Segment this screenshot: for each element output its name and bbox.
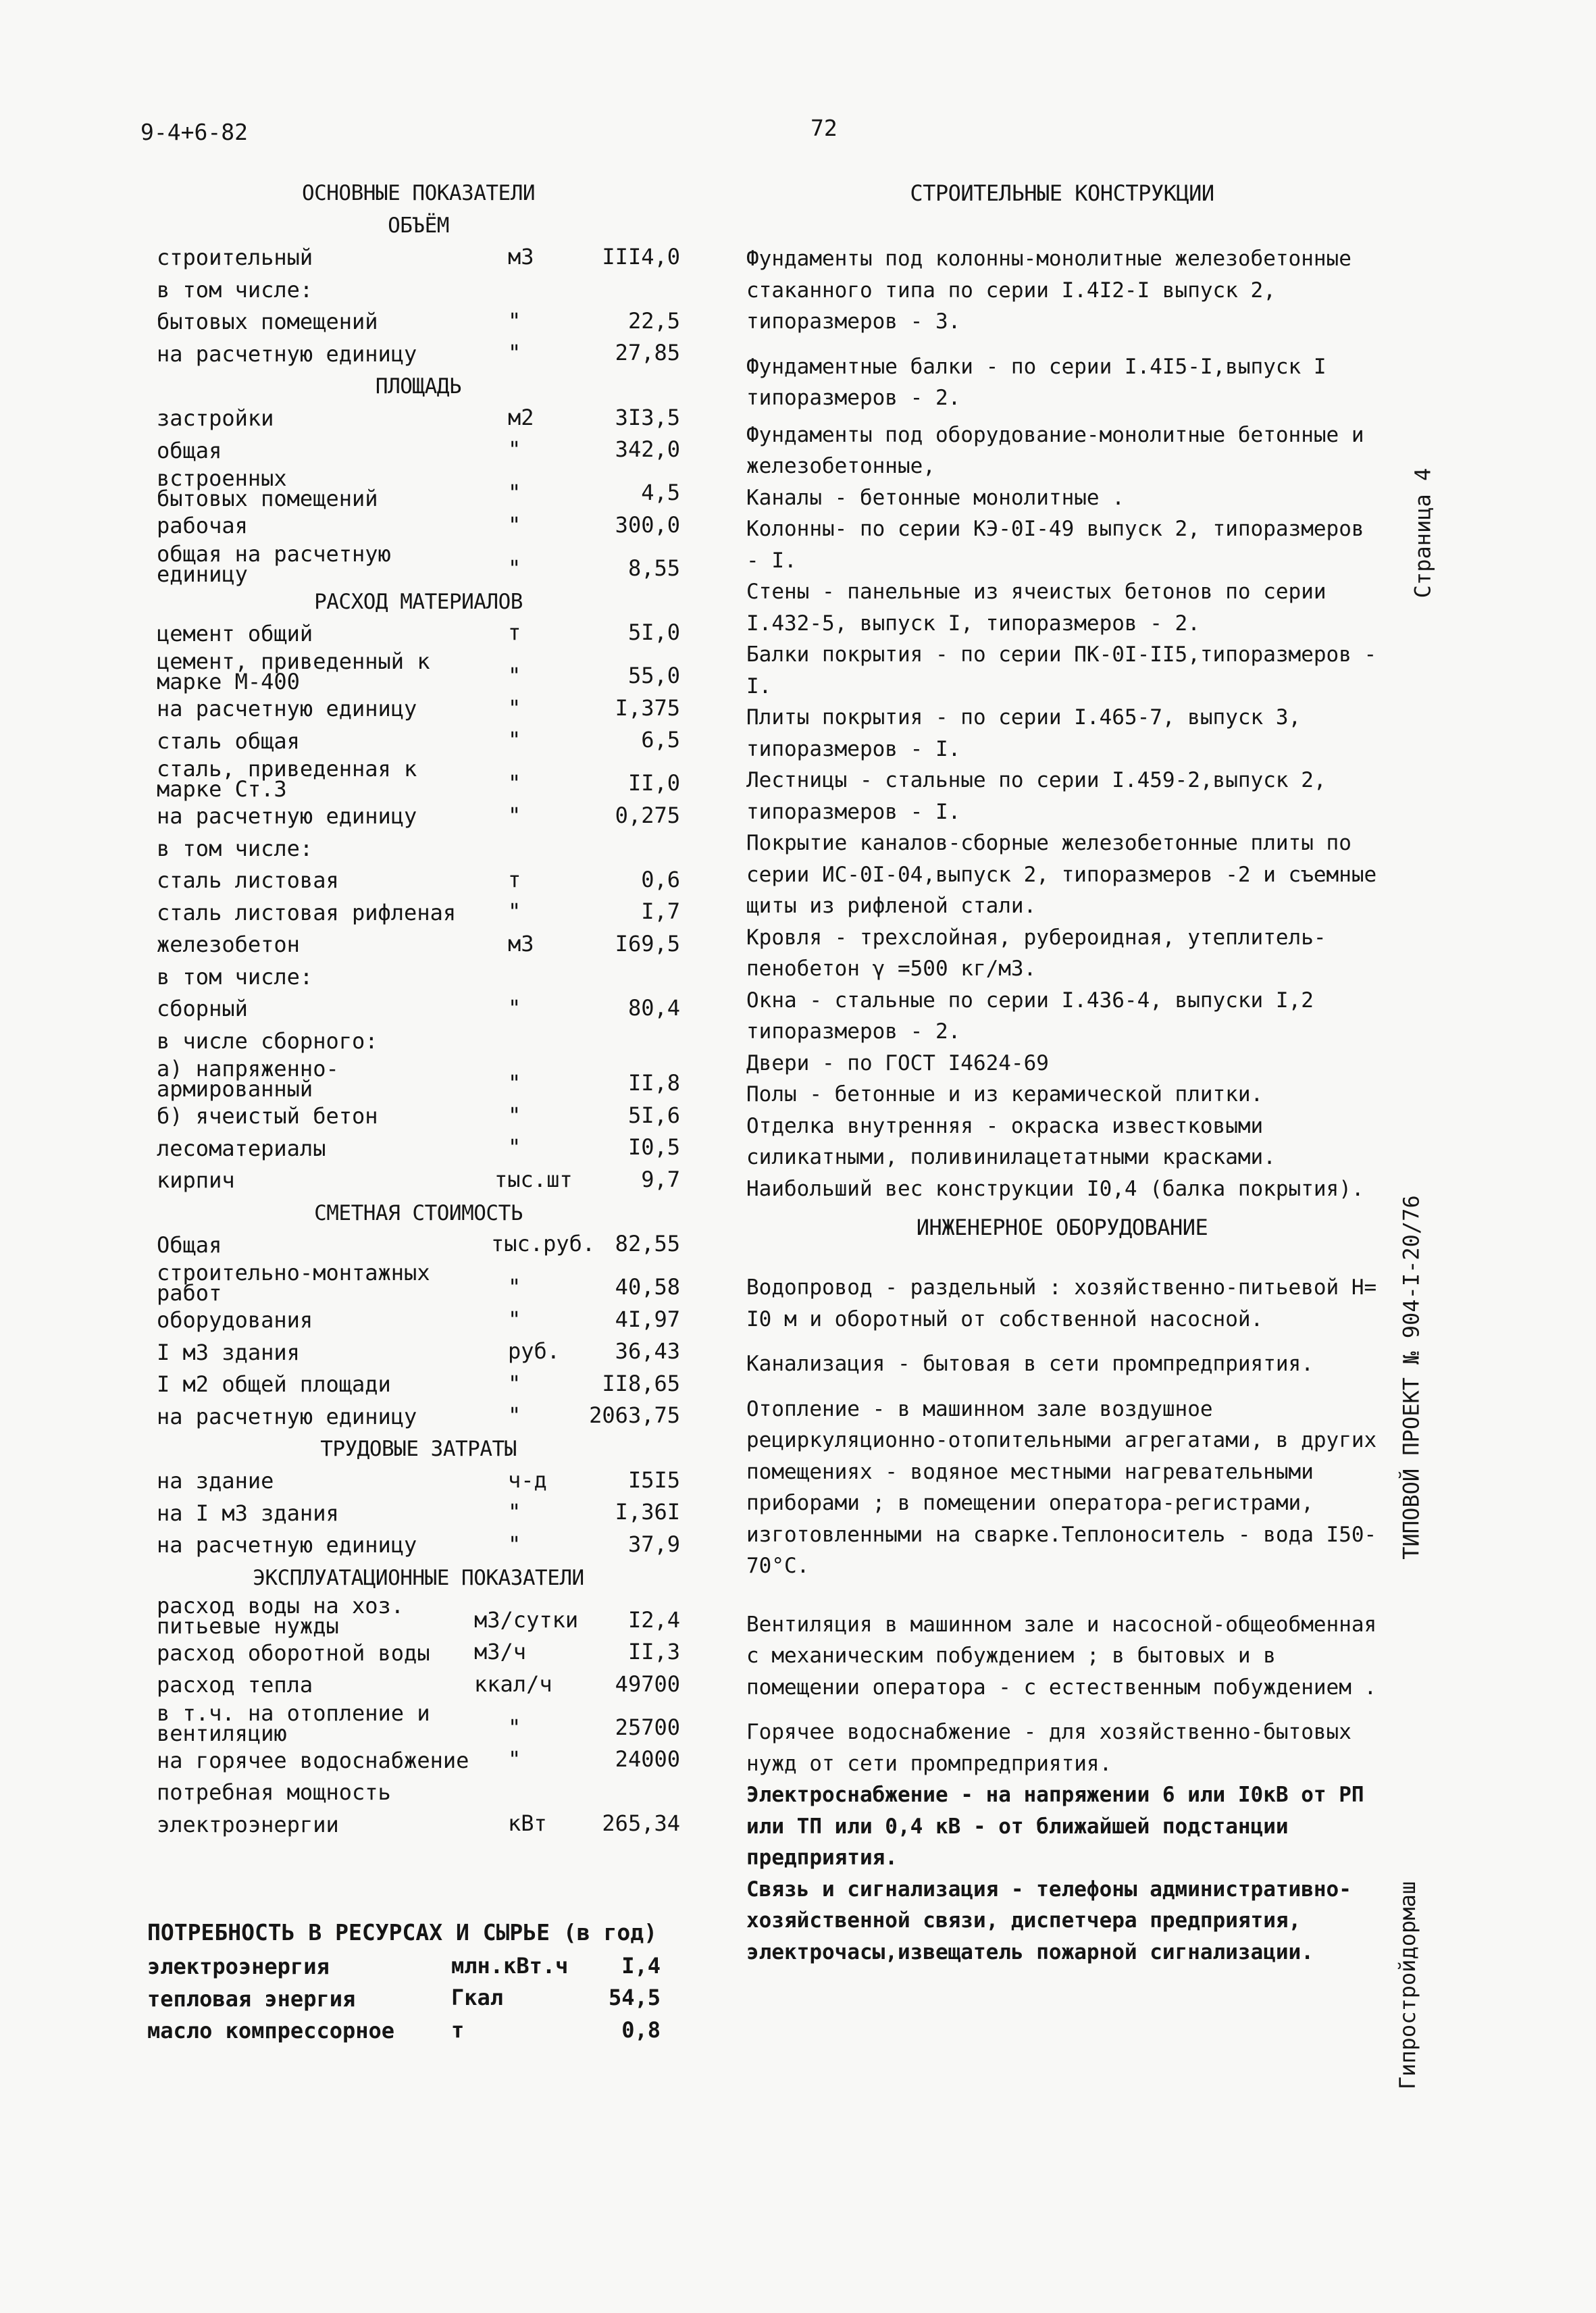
- row-unit: ": [508, 663, 521, 688]
- row-label: встроенных бытовых помещений: [157, 465, 378, 511]
- cost-list: [157, 1229, 680, 1433]
- row-label: тепловая энергия: [147, 1985, 356, 2012]
- row-label: на расчетную единицу: [157, 1532, 417, 1558]
- paragraph-heating: Отопление - в машинном зале воздушное рециркуляционно-отопительными агрегатами, в других помещениях - водяное местными нагревательными приборами ; в помещении оператора-регистрами, изготовленными на сварке.Теплоноситель - вода I50-70°С.: [746, 1396, 1377, 1578]
- paragraph-foundations: Фундаменты под колонны-монолитные железобетонные стаканного типа по серии I.4I2-I выпуск 2, типоразмеров - 3.: [746, 247, 1352, 334]
- paragraph-water-supply: Водопровод - раздельный : хозяйственно-питьевой Н= I0 м и оборотный от собственной насосной.: [746, 1275, 1377, 1331]
- row-label: I м2 общей площади: [157, 1371, 391, 1397]
- main-indicators-title: ОСНОВНЫЕ ПОКАЗАТЕЛИ: [301, 181, 536, 205]
- row-value: I,375: [615, 694, 680, 721]
- paragraph-communications: Связь и сигнализация - телефоны административно-хозяйственной связи, диспетчера предприятия, электрочасы,извещатель пожарной сигнализации.: [746, 1877, 1352, 1964]
- row-value: II,8: [627, 1070, 680, 1096]
- row-unit: ккал/ч: [474, 1671, 552, 1697]
- row-value: I2,4: [627, 1606, 680, 1633]
- main-indicators-column: [157, 177, 680, 1841]
- row-value: 8,55: [627, 555, 680, 581]
- row-value: I,4: [621, 1952, 661, 1979]
- row-label: б) ячеистый бетон: [157, 1103, 378, 1129]
- row-value: 9,7: [641, 1166, 680, 1192]
- paragraph-windows: Окна - стальные по серии I.436-4, выпуски I,2 типоразмеров - 2.: [746, 988, 1314, 1044]
- row-label: цемент общий: [157, 620, 313, 646]
- row-label: I м3 здания: [157, 1339, 300, 1365]
- row-unit: ": [508, 1402, 521, 1428]
- paragraph-foundation-beams: Фундаментные балки - по серии I.4I5-I,выпуск I типоразмеров - 2.: [746, 354, 1327, 410]
- row-label: железобетон: [157, 932, 300, 957]
- row-unit: ": [508, 555, 521, 581]
- row-value: 40,58: [615, 1274, 680, 1300]
- row-label: рабочая: [157, 513, 248, 538]
- paragraph-roof-beams: Балки покрытия - по серии ПК-0I-II5,типоразмеров - I.: [746, 642, 1377, 698]
- operation-list: [157, 1594, 680, 1841]
- paragraph-columns: Колонны- по серии КЭ-0I-49 выпуск 2, типоразмеров - I.: [746, 517, 1364, 573]
- row-value: 5I,0: [627, 619, 680, 645]
- document-code: 9-4+6-82: [140, 119, 248, 145]
- row-unit: ": [508, 1499, 521, 1525]
- row-value: 2063,75: [589, 1402, 680, 1428]
- row-unit: м2: [508, 404, 534, 430]
- row-value: 25700: [615, 1714, 680, 1740]
- row-value: 4I,97: [615, 1306, 680, 1332]
- row-label: лесоматериалы: [157, 1135, 326, 1161]
- row-value: 0,6: [641, 866, 680, 892]
- row-unit: кВт: [508, 1810, 547, 1836]
- row-unit: руб.: [508, 1338, 561, 1364]
- row-value: 24000: [615, 1746, 680, 1772]
- row-unit: ": [508, 307, 521, 334]
- row-unit: ": [508, 1746, 521, 1772]
- paragraph-sewerage: Канализация - бытовая в сети промпредприятия.: [746, 1352, 1314, 1376]
- row-label: сталь листовая рифленая: [157, 899, 457, 925]
- paragraph-stairs: Лестницы - стальные по серии I.459-2,выпуск 2, типоразмеров - I.: [746, 768, 1327, 824]
- row-value: 27,85: [615, 340, 680, 365]
- paragraph-power-supply: Электроснабжение - на напряжении 6 или I0кВ от РП или ТП или 0,4 кВ - от ближайшей подстанции предприятия.: [746, 1783, 1364, 1870]
- section-operation-title: ЭКСПЛУАТАЦИОННЫЕ ПОКАЗАТЕЛИ: [253, 1565, 584, 1590]
- row-label: на горячее водоснабжение: [157, 1747, 469, 1773]
- row-value: 22,5: [627, 307, 680, 334]
- materials-list: [157, 618, 680, 1197]
- row-unit: ": [508, 898, 521, 924]
- row-label: расход воды на хоз. питьевые нужды: [157, 1592, 405, 1639]
- row-label: в том числе:: [157, 835, 313, 861]
- row-label: бытовых помещений: [157, 309, 378, 334]
- row-unit: ": [508, 1102, 521, 1128]
- row-unit: ": [508, 994, 521, 1021]
- side-organization-label: Гипростройдормаш: [1395, 1881, 1421, 2090]
- paragraph-roof-slabs: Плиты покрытия - по серии I.465-7, выпуск 3, типоразмеров - I.: [746, 705, 1302, 761]
- row-label: потребная мощность: [157, 1779, 391, 1805]
- row-value: 3I3,5: [615, 404, 680, 430]
- row-unit: ": [508, 340, 521, 365]
- structures-title: СТРОИТЕЛЬНЫЕ КОНСТРУКЦИИ: [910, 180, 1214, 206]
- row-value: II,3: [627, 1639, 680, 1664]
- row-unit: ": [508, 1070, 521, 1096]
- row-label: расход оборотной воды: [157, 1640, 430, 1666]
- row-value: 6,5: [641, 727, 680, 753]
- row-value: I69,5: [615, 930, 680, 957]
- row-unit: ": [508, 1306, 521, 1332]
- row-label: цемент, приведенный к марке М-400: [157, 649, 430, 694]
- paragraph-walls: Стены - панельные из ячеистых бетонов по серии I.432-5, выпуск I, типоразмеров - 2.: [746, 580, 1327, 636]
- row-unit: ": [508, 1274, 521, 1300]
- row-unit: ": [508, 1370, 521, 1396]
- volume-list: [157, 242, 680, 370]
- side-page-label: Страница 4: [1410, 467, 1436, 599]
- row-unit: м3: [508, 243, 534, 270]
- row-value: 55,0: [627, 663, 680, 688]
- row-value: I,36I: [615, 1499, 680, 1525]
- row-label: общая на расчетную единицу: [157, 540, 391, 587]
- row-value: 0,8: [621, 2016, 661, 2043]
- row-value: II,0: [627, 770, 680, 796]
- row-unit: т: [451, 2016, 465, 2043]
- row-value: 5I,6: [627, 1102, 680, 1128]
- row-value: 0,275: [615, 802, 680, 828]
- row-unit: ": [508, 436, 521, 462]
- row-label: а) напряженно-армированный: [157, 1056, 339, 1102]
- row-unit: ": [508, 802, 521, 828]
- paragraph-max-weight: Наибольший вес конструкции I0,4 (балка покрытия).: [746, 1176, 1364, 1201]
- paragraph-finishing: Отделка внутренняя - окраска известковыми силикатными, поливинилацетатными красками.: [746, 1113, 1276, 1169]
- row-unit: ": [508, 511, 521, 538]
- row-label: на расчетную единицу: [157, 1403, 417, 1429]
- area-list: [157, 403, 680, 586]
- row-value: 300,0: [615, 511, 680, 538]
- section-volume-title: ОБЪЁМ: [388, 213, 449, 238]
- row-unit: м3/ч: [474, 1639, 527, 1664]
- row-unit: т: [508, 619, 521, 645]
- row-unit: ч-д: [508, 1467, 547, 1493]
- row-label: в т.ч. на отопление и вентиляцию: [157, 1700, 430, 1746]
- resources-title: ПОТРЕБНОСТЬ В РЕСУРСАХ И СЫРЬЕ (в год): [147, 1919, 657, 1946]
- row-label: на I м3 здания: [157, 1500, 339, 1526]
- section-area-title: ПЛОЩАДЬ: [375, 374, 462, 399]
- structures-column: [746, 177, 1378, 1968]
- row-unit: ": [508, 1714, 521, 1740]
- row-unit: т: [508, 866, 521, 892]
- row-unit: ": [508, 1134, 521, 1160]
- row-label: на расчетную единицу: [157, 696, 417, 721]
- section-labor-title: ТРУДОВЫЕ ЗАТРАТЫ: [320, 1437, 517, 1461]
- row-label: строительно-монтажных работ: [157, 1260, 430, 1306]
- row-label: сталь листовая: [157, 867, 339, 893]
- paragraph-roofing: Кровля - трехслойная, рубероидная, утеплитель-пенобетон γ =500 кг/м3.: [746, 925, 1327, 981]
- row-label: расход тепла: [157, 1672, 313, 1698]
- paragraph-channels: Каналы - бетонные монолитные .: [746, 485, 1125, 510]
- row-value: I,7: [641, 898, 680, 924]
- row-label: на расчетную единицу: [157, 340, 417, 367]
- row-label: в том числе:: [157, 963, 313, 990]
- page-number: 72: [810, 115, 838, 141]
- resources-block: [147, 1914, 661, 2048]
- paragraph-ventilation: Вентиляция в машинном зале и насосной-общеобменная с механическим побуждением ; в бытовых и в помещении оператора - с естественным побуждением .: [746, 1612, 1377, 1700]
- row-value: II8,65: [602, 1370, 680, 1396]
- engineering-title: ИНЖЕНЕРНОЕ ОБОРУДОВАНИЕ: [916, 1215, 1208, 1240]
- row-unit: млн.кВт.ч: [451, 1952, 569, 1979]
- row-unit: тыс.шт: [494, 1166, 573, 1192]
- row-label: строительный: [157, 245, 313, 270]
- row-value: 49700: [615, 1671, 680, 1697]
- row-label: масло компрессорное: [147, 2018, 395, 2043]
- row-label: на расчетную единицу: [157, 803, 417, 829]
- row-label: Общая: [157, 1231, 222, 1258]
- row-unit: м3/сутки: [474, 1606, 579, 1633]
- row-value: I0,5: [627, 1134, 680, 1160]
- row-value: I5I5: [627, 1467, 680, 1493]
- row-unit: ": [508, 770, 521, 796]
- row-value: 4,5: [641, 480, 680, 505]
- paragraph-channel-covers: Покрытие каналов-сборные железобетонные плиты по серии ИС-0I-04,выпуск 2, типоразмеров -2 и съемные щиты из рифленой стали.: [746, 831, 1377, 918]
- row-value: 342,0: [615, 436, 680, 462]
- row-unit: м3: [508, 930, 534, 957]
- row-value: 80,4: [627, 994, 680, 1021]
- row-unit: тыс.руб.: [491, 1231, 596, 1256]
- row-unit: ": [508, 694, 521, 721]
- section-cost-title: СМЕТНАЯ СТОИМОСТЬ: [314, 1200, 523, 1225]
- paragraph-floors: Полы - бетонные и из керамической плитки.: [746, 1082, 1264, 1107]
- row-value: III4,0: [602, 243, 680, 270]
- row-unit: ": [508, 1531, 521, 1557]
- row-value: 82,55: [615, 1231, 680, 1256]
- row-label: оборудования: [157, 1307, 313, 1333]
- section-materials-title: РАСХОД МАТЕРИАЛОВ: [314, 589, 523, 614]
- labor-list: [157, 1465, 680, 1562]
- row-label: электроэнергия: [147, 1954, 330, 1979]
- paragraph-hot-water: Горячее водоснабжение - для хозяйственно-бытовых нужд от сети промпредприятия.: [746, 1720, 1352, 1776]
- row-label: в числе сборного:: [157, 1027, 378, 1054]
- paragraph-equipment-foundations: Фундаменты под оборудование-монолитные бетонные и железобетонные,: [746, 422, 1364, 478]
- row-label: общая: [157, 437, 222, 463]
- row-unit: Гкал: [451, 1985, 504, 2010]
- paragraph-doors: Двери - по ГОСТ I4624-69: [746, 1050, 1049, 1075]
- row-unit: ": [508, 480, 521, 505]
- row-label: в том числе:: [157, 276, 313, 303]
- side-project-label: ТИПОВОЙ ПРОЕКТ № 904-I-20/76: [1398, 1195, 1424, 1560]
- row-value: 54,5: [608, 1985, 661, 2010]
- row-label: сборный: [157, 996, 248, 1021]
- row-label: застройки: [157, 405, 274, 431]
- row-value: 37,9: [627, 1531, 680, 1557]
- row-label: сталь общая: [157, 728, 300, 754]
- row-unit: ": [508, 727, 521, 753]
- row-label: на здание: [157, 1468, 274, 1494]
- row-label: электроэнергии: [157, 1811, 339, 1837]
- row-value: 36,43: [615, 1338, 680, 1364]
- row-label: сталь, приведенная к марке Ст.3: [157, 756, 417, 802]
- row-label: кирпич: [157, 1167, 235, 1193]
- row-value: 265,34: [602, 1810, 680, 1836]
